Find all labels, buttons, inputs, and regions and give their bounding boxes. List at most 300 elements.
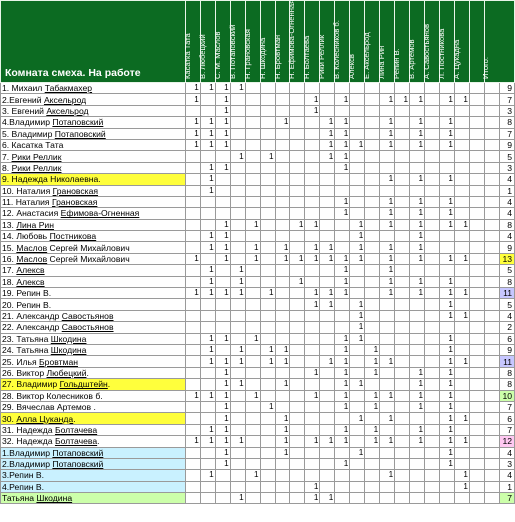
score-cell[interactable] xyxy=(454,117,469,128)
total-cell[interactable]: 8 xyxy=(499,367,514,378)
row-name-cell[interactable] xyxy=(1,196,186,207)
score-cell[interactable] xyxy=(380,458,395,469)
score-cell[interactable] xyxy=(335,322,350,333)
score-cell[interactable]: 1 xyxy=(365,401,380,412)
score-cell[interactable] xyxy=(350,276,365,287)
score-cell[interactable]: 1 xyxy=(305,436,320,447)
score-cell[interactable] xyxy=(410,447,425,458)
total-cell[interactable]: 6 xyxy=(499,413,514,424)
score-cell[interactable] xyxy=(350,288,365,299)
score-cell[interactable] xyxy=(350,367,365,378)
score-cell[interactable] xyxy=(440,322,455,333)
score-cell[interactable] xyxy=(260,447,275,458)
score-cell[interactable] xyxy=(365,151,380,162)
score-cell[interactable] xyxy=(185,208,200,219)
score-cell[interactable]: 1 xyxy=(200,83,215,94)
score-cell[interactable] xyxy=(245,196,260,207)
score-cell[interactable]: 1 xyxy=(320,117,335,128)
score-cell[interactable] xyxy=(395,231,410,242)
score-cell[interactable]: 1 xyxy=(215,401,230,412)
spacer-cell[interactable] xyxy=(484,299,499,310)
score-cell[interactable]: 1 xyxy=(380,390,395,401)
score-cell[interactable]: 1 xyxy=(230,83,245,94)
score-cell[interactable]: 1 xyxy=(200,436,215,447)
score-cell[interactable] xyxy=(454,322,469,333)
score-cell[interactable] xyxy=(395,253,410,264)
score-cell[interactable]: 1 xyxy=(185,288,200,299)
score-cell[interactable] xyxy=(350,94,365,105)
score-cell[interactable]: 1 xyxy=(440,310,455,321)
score-cell[interactable] xyxy=(350,151,365,162)
score-cell[interactable] xyxy=(469,390,484,401)
spacer-cell[interactable] xyxy=(484,105,499,116)
score-cell[interactable] xyxy=(425,458,440,469)
score-cell[interactable] xyxy=(260,242,275,253)
score-cell[interactable] xyxy=(260,424,275,435)
score-cell[interactable] xyxy=(185,424,200,435)
score-cell[interactable] xyxy=(454,128,469,139)
row-name-cell[interactable] xyxy=(1,436,186,447)
score-cell[interactable] xyxy=(425,299,440,310)
score-cell[interactable] xyxy=(215,185,230,196)
score-cell[interactable]: 1 xyxy=(380,208,395,219)
score-cell[interactable] xyxy=(365,185,380,196)
score-cell[interactable]: 1 xyxy=(245,333,260,344)
score-cell[interactable] xyxy=(469,458,484,469)
score-cell[interactable]: 1 xyxy=(275,344,290,355)
score-cell[interactable] xyxy=(230,128,245,139)
spacer-cell[interactable] xyxy=(484,288,499,299)
score-cell[interactable] xyxy=(380,185,395,196)
score-cell[interactable]: 1 xyxy=(260,151,275,162)
score-cell[interactable]: 1 xyxy=(410,94,425,105)
score-cell[interactable]: 1 xyxy=(290,219,305,230)
score-cell[interactable] xyxy=(454,139,469,150)
score-cell[interactable] xyxy=(440,493,455,504)
score-cell[interactable] xyxy=(245,105,260,116)
score-cell[interactable]: 1 xyxy=(215,117,230,128)
score-cell[interactable]: 1 xyxy=(200,185,215,196)
score-cell[interactable] xyxy=(245,356,260,367)
score-cell[interactable] xyxy=(305,424,320,435)
score-cell[interactable]: 1 xyxy=(440,208,455,219)
score-cell[interactable] xyxy=(230,413,245,424)
score-cell[interactable]: 1 xyxy=(380,117,395,128)
score-cell[interactable] xyxy=(350,105,365,116)
score-cell[interactable] xyxy=(230,367,245,378)
score-cell[interactable] xyxy=(410,481,425,492)
score-cell[interactable] xyxy=(320,458,335,469)
score-cell[interactable] xyxy=(425,94,440,105)
score-cell[interactable]: 1 xyxy=(440,94,455,105)
score-cell[interactable]: 1 xyxy=(454,219,469,230)
score-cell[interactable] xyxy=(335,470,350,481)
score-cell[interactable] xyxy=(230,299,245,310)
score-cell[interactable]: 1 xyxy=(365,356,380,367)
score-cell[interactable] xyxy=(425,436,440,447)
score-cell[interactable] xyxy=(365,493,380,504)
row-name-cell[interactable] xyxy=(1,367,186,378)
score-cell[interactable] xyxy=(350,117,365,128)
score-cell[interactable] xyxy=(380,401,395,412)
score-cell[interactable] xyxy=(380,162,395,173)
score-cell[interactable] xyxy=(200,401,215,412)
spacer-cell[interactable] xyxy=(484,231,499,242)
score-cell[interactable] xyxy=(395,299,410,310)
score-cell[interactable]: 1 xyxy=(410,379,425,390)
score-cell[interactable] xyxy=(410,151,425,162)
score-cell[interactable] xyxy=(469,288,484,299)
score-cell[interactable] xyxy=(410,265,425,276)
total-cell[interactable]: 7 xyxy=(499,493,514,504)
score-cell[interactable]: 1 xyxy=(200,288,215,299)
score-cell[interactable] xyxy=(469,299,484,310)
score-cell[interactable]: 1 xyxy=(410,276,425,287)
score-cell[interactable]: 1 xyxy=(215,379,230,390)
spacer-cell[interactable] xyxy=(484,253,499,264)
score-cell[interactable]: 1 xyxy=(440,401,455,412)
score-cell[interactable] xyxy=(395,208,410,219)
score-cell[interactable] xyxy=(440,162,455,173)
score-cell[interactable]: 1 xyxy=(380,265,395,276)
score-cell[interactable]: 1 xyxy=(320,299,335,310)
score-cell[interactable] xyxy=(185,185,200,196)
score-cell[interactable]: 1 xyxy=(350,219,365,230)
score-cell[interactable] xyxy=(245,367,260,378)
total-cell[interactable]: 1 xyxy=(499,185,514,196)
score-cell[interactable] xyxy=(185,310,200,321)
score-cell[interactable]: 1 xyxy=(290,253,305,264)
score-cell[interactable] xyxy=(305,344,320,355)
score-cell[interactable]: 1 xyxy=(365,367,380,378)
row-name-cell[interactable] xyxy=(1,208,186,219)
score-cell[interactable] xyxy=(290,401,305,412)
score-cell[interactable]: 1 xyxy=(200,276,215,287)
score-cell[interactable]: 1 xyxy=(260,344,275,355)
score-cell[interactable] xyxy=(215,481,230,492)
score-cell[interactable] xyxy=(395,470,410,481)
score-cell[interactable] xyxy=(185,367,200,378)
score-cell[interactable]: 1 xyxy=(365,424,380,435)
score-cell[interactable] xyxy=(185,356,200,367)
score-cell[interactable] xyxy=(454,151,469,162)
score-cell[interactable] xyxy=(425,253,440,264)
score-cell[interactable] xyxy=(320,481,335,492)
score-cell[interactable] xyxy=(469,447,484,458)
score-cell[interactable]: 1 xyxy=(410,139,425,150)
score-cell[interactable] xyxy=(440,265,455,276)
score-cell[interactable]: 1 xyxy=(335,333,350,344)
score-cell[interactable] xyxy=(335,242,350,253)
total-cell[interactable]: 10 xyxy=(499,390,514,401)
score-cell[interactable] xyxy=(335,447,350,458)
score-cell[interactable]: 1 xyxy=(410,174,425,185)
spacer-cell[interactable] xyxy=(484,310,499,321)
score-cell[interactable] xyxy=(215,196,230,207)
score-cell[interactable] xyxy=(275,231,290,242)
score-cell[interactable] xyxy=(275,299,290,310)
score-cell[interactable]: 1 xyxy=(454,288,469,299)
score-cell[interactable]: 1 xyxy=(454,253,469,264)
spacer-cell[interactable] xyxy=(484,174,499,185)
score-cell[interactable]: 1 xyxy=(350,333,365,344)
row-name-cell[interactable] xyxy=(1,413,186,424)
score-cell[interactable] xyxy=(469,196,484,207)
score-cell[interactable] xyxy=(185,299,200,310)
score-cell[interactable]: 1 xyxy=(350,379,365,390)
score-cell[interactable]: 1 xyxy=(215,253,230,264)
score-cell[interactable] xyxy=(290,458,305,469)
score-cell[interactable]: 1 xyxy=(305,288,320,299)
score-cell[interactable]: 1 xyxy=(275,117,290,128)
score-cell[interactable] xyxy=(425,196,440,207)
score-cell[interactable]: 1 xyxy=(440,253,455,264)
score-cell[interactable] xyxy=(469,310,484,321)
spacer-cell[interactable] xyxy=(484,117,499,128)
score-cell[interactable]: 1 xyxy=(320,151,335,162)
score-cell[interactable]: 1 xyxy=(185,139,200,150)
score-cell[interactable] xyxy=(440,151,455,162)
row-name-cell[interactable] xyxy=(1,162,186,173)
score-cell[interactable] xyxy=(275,219,290,230)
column-header[interactable] xyxy=(451,1,469,83)
score-cell[interactable]: 1 xyxy=(440,424,455,435)
spacer-cell[interactable] xyxy=(484,322,499,333)
row-name-cell[interactable] xyxy=(1,322,186,333)
score-cell[interactable] xyxy=(305,413,320,424)
score-cell[interactable]: 1 xyxy=(275,356,290,367)
score-cell[interactable] xyxy=(320,94,335,105)
score-cell[interactable] xyxy=(200,367,215,378)
score-cell[interactable] xyxy=(260,174,275,185)
score-cell[interactable] xyxy=(425,401,440,412)
score-cell[interactable] xyxy=(454,196,469,207)
score-cell[interactable] xyxy=(260,379,275,390)
score-cell[interactable] xyxy=(320,174,335,185)
score-cell[interactable] xyxy=(245,139,260,150)
score-cell[interactable] xyxy=(410,413,425,424)
score-cell[interactable]: 1 xyxy=(380,288,395,299)
score-cell[interactable] xyxy=(185,231,200,242)
score-cell[interactable] xyxy=(380,151,395,162)
score-cell[interactable] xyxy=(200,379,215,390)
score-cell[interactable]: 1 xyxy=(440,390,455,401)
score-cell[interactable] xyxy=(245,458,260,469)
score-cell[interactable] xyxy=(290,151,305,162)
score-cell[interactable] xyxy=(395,344,410,355)
score-cell[interactable] xyxy=(200,447,215,458)
score-cell[interactable] xyxy=(395,379,410,390)
score-cell[interactable]: 1 xyxy=(440,117,455,128)
row-name-cell[interactable] xyxy=(1,470,186,481)
score-cell[interactable] xyxy=(245,481,260,492)
score-cell[interactable] xyxy=(215,310,230,321)
score-cell[interactable] xyxy=(395,356,410,367)
score-cell[interactable] xyxy=(425,288,440,299)
score-cell[interactable]: 1 xyxy=(200,117,215,128)
score-cell[interactable] xyxy=(230,185,245,196)
score-cell[interactable] xyxy=(395,196,410,207)
spacer-cell[interactable] xyxy=(484,128,499,139)
score-cell[interactable] xyxy=(469,356,484,367)
score-cell[interactable] xyxy=(185,481,200,492)
score-cell[interactable]: 1 xyxy=(335,424,350,435)
score-cell[interactable] xyxy=(395,128,410,139)
score-cell[interactable] xyxy=(380,424,395,435)
score-cell[interactable] xyxy=(185,401,200,412)
score-cell[interactable] xyxy=(275,151,290,162)
score-cell[interactable] xyxy=(410,310,425,321)
score-cell[interactable] xyxy=(395,413,410,424)
score-cell[interactable] xyxy=(215,470,230,481)
score-cell[interactable] xyxy=(365,322,380,333)
score-cell[interactable]: 1 xyxy=(335,288,350,299)
score-cell[interactable] xyxy=(260,458,275,469)
score-cell[interactable] xyxy=(395,447,410,458)
score-cell[interactable] xyxy=(440,231,455,242)
score-cell[interactable]: 1 xyxy=(305,253,320,264)
score-cell[interactable] xyxy=(320,413,335,424)
total-cell[interactable]: 4 xyxy=(499,231,514,242)
score-cell[interactable] xyxy=(185,219,200,230)
score-cell[interactable] xyxy=(305,196,320,207)
score-cell[interactable] xyxy=(185,162,200,173)
score-cell[interactable] xyxy=(410,162,425,173)
score-cell[interactable] xyxy=(305,151,320,162)
score-cell[interactable] xyxy=(320,219,335,230)
score-cell[interactable]: 1 xyxy=(200,231,215,242)
score-cell[interactable] xyxy=(365,128,380,139)
spacer-cell[interactable] xyxy=(484,242,499,253)
score-cell[interactable] xyxy=(200,310,215,321)
spacer-cell[interactable] xyxy=(484,356,499,367)
score-cell[interactable] xyxy=(395,265,410,276)
score-cell[interactable] xyxy=(440,481,455,492)
score-cell[interactable]: 1 xyxy=(200,344,215,355)
score-cell[interactable] xyxy=(320,447,335,458)
total-cell[interactable]: 4 xyxy=(499,470,514,481)
score-cell[interactable] xyxy=(200,105,215,116)
score-cell[interactable]: 1 xyxy=(440,344,455,355)
score-cell[interactable] xyxy=(185,344,200,355)
score-cell[interactable] xyxy=(290,105,305,116)
score-cell[interactable] xyxy=(290,344,305,355)
score-cell[interactable] xyxy=(454,162,469,173)
score-cell[interactable]: 1 xyxy=(335,117,350,128)
score-cell[interactable] xyxy=(275,185,290,196)
score-cell[interactable] xyxy=(365,458,380,469)
row-name-cell[interactable] xyxy=(1,253,186,264)
row-name-cell[interactable] xyxy=(1,128,186,139)
row-name-cell[interactable] xyxy=(1,447,186,458)
score-cell[interactable] xyxy=(350,208,365,219)
score-cell[interactable] xyxy=(185,174,200,185)
score-cell[interactable]: 1 xyxy=(185,117,200,128)
score-cell[interactable] xyxy=(469,265,484,276)
score-cell[interactable] xyxy=(305,139,320,150)
total-cell[interactable]: 5 xyxy=(499,265,514,276)
total-cell[interactable]: 1 xyxy=(499,481,514,492)
score-cell[interactable] xyxy=(365,470,380,481)
score-cell[interactable] xyxy=(365,162,380,173)
score-cell[interactable]: 1 xyxy=(215,390,230,401)
score-cell[interactable] xyxy=(410,458,425,469)
score-cell[interactable]: 1 xyxy=(410,117,425,128)
score-cell[interactable] xyxy=(230,196,245,207)
score-cell[interactable]: 1 xyxy=(440,367,455,378)
score-cell[interactable] xyxy=(320,265,335,276)
score-cell[interactable] xyxy=(380,379,395,390)
score-cell[interactable] xyxy=(320,196,335,207)
score-cell[interactable] xyxy=(230,333,245,344)
score-cell[interactable] xyxy=(410,493,425,504)
score-cell[interactable]: 1 xyxy=(440,276,455,287)
score-cell[interactable] xyxy=(410,322,425,333)
score-cell[interactable]: 1 xyxy=(380,242,395,253)
score-cell[interactable]: 1 xyxy=(380,436,395,447)
score-cell[interactable] xyxy=(425,424,440,435)
score-cell[interactable] xyxy=(290,356,305,367)
score-cell[interactable] xyxy=(335,299,350,310)
score-cell[interactable] xyxy=(395,458,410,469)
score-cell[interactable] xyxy=(200,322,215,333)
score-cell[interactable] xyxy=(440,242,455,253)
score-cell[interactable] xyxy=(290,390,305,401)
score-cell[interactable] xyxy=(395,105,410,116)
score-cell[interactable] xyxy=(275,481,290,492)
row-name-cell[interactable] xyxy=(1,481,186,492)
score-cell[interactable] xyxy=(365,231,380,242)
score-cell[interactable] xyxy=(350,265,365,276)
score-cell[interactable]: 1 xyxy=(215,447,230,458)
score-cell[interactable] xyxy=(185,265,200,276)
score-cell[interactable] xyxy=(290,322,305,333)
score-cell[interactable] xyxy=(469,231,484,242)
score-cell[interactable] xyxy=(469,493,484,504)
score-cell[interactable] xyxy=(320,344,335,355)
total-cell[interactable]: 7 xyxy=(499,424,514,435)
score-cell[interactable] xyxy=(245,310,260,321)
score-cell[interactable] xyxy=(305,447,320,458)
score-cell[interactable]: 1 xyxy=(245,242,260,253)
score-cell[interactable] xyxy=(290,379,305,390)
score-cell[interactable] xyxy=(380,447,395,458)
score-cell[interactable]: 1 xyxy=(320,493,335,504)
score-cell[interactable] xyxy=(350,128,365,139)
score-cell[interactable] xyxy=(275,470,290,481)
score-cell[interactable] xyxy=(365,379,380,390)
score-cell[interactable] xyxy=(200,413,215,424)
score-cell[interactable] xyxy=(185,322,200,333)
score-cell[interactable] xyxy=(245,276,260,287)
score-cell[interactable] xyxy=(275,458,290,469)
score-cell[interactable] xyxy=(425,105,440,116)
score-cell[interactable] xyxy=(185,413,200,424)
score-cell[interactable] xyxy=(305,276,320,287)
score-cell[interactable] xyxy=(335,219,350,230)
score-cell[interactable]: 1 xyxy=(230,276,245,287)
row-name-cell[interactable] xyxy=(1,458,186,469)
score-cell[interactable] xyxy=(425,413,440,424)
score-cell[interactable]: 1 xyxy=(215,288,230,299)
score-cell[interactable] xyxy=(260,310,275,321)
score-cell[interactable]: 1 xyxy=(215,94,230,105)
score-cell[interactable]: 1 xyxy=(380,253,395,264)
spacer-cell[interactable] xyxy=(484,139,499,150)
score-cell[interactable]: 1 xyxy=(275,447,290,458)
score-cell[interactable]: 1 xyxy=(440,333,455,344)
score-cell[interactable] xyxy=(454,447,469,458)
